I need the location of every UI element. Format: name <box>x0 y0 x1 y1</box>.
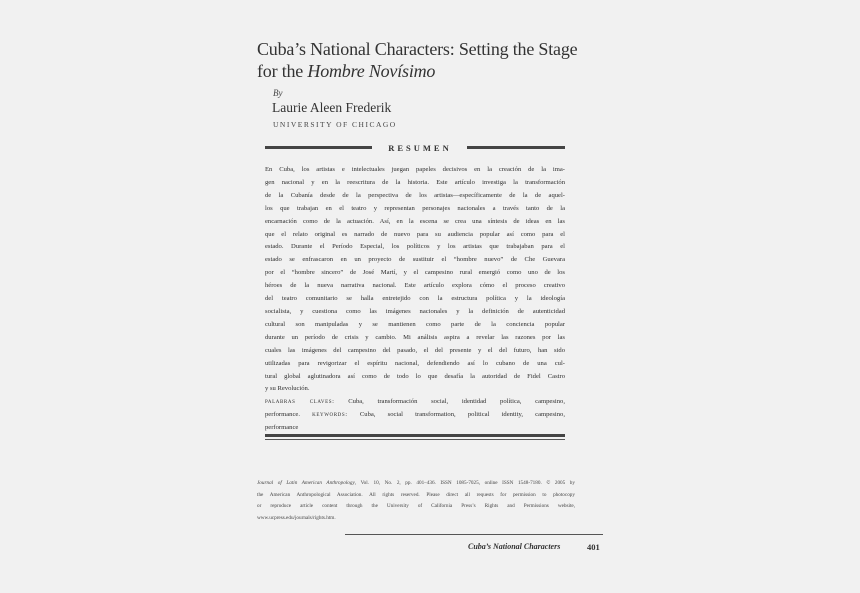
title-line-2-prefix: for the <box>257 61 308 81</box>
abstract-line: de la Cubanía desde de la perspectiva de los artistas—específicamente de la de aquel- <box>265 191 565 199</box>
resumen-rule-left <box>265 146 372 149</box>
footnote-line-1-rest: , Vol. 10, No. 2, pp. 401–436. ISSN 1085-7025, online ISSN 1548-7180. © 2005 by <box>354 480 575 486</box>
keywords-en-values: Cuba, social transformation, political identity, campesino, <box>347 411 565 419</box>
footnote-line-3: or reproduce article content through the University of California Press’s Rights and Permissions website, <box>257 503 575 509</box>
abstract-line: y su Revolución. <box>265 385 310 393</box>
article-title <box>257 38 587 82</box>
abstract-line: cultural son manipuladas y se mantienen como parte de la conciencia popular <box>265 320 565 328</box>
footnote-line-2: the American Anthropological Association. All rights reserved. Please direct all requests for permission to photocopy <box>257 491 575 498</box>
running-head-rule <box>345 534 603 535</box>
byline-by: By <box>273 88 283 98</box>
resumen-rule-right <box>467 146 565 149</box>
abstract-line: En Cuba, los artistas e intelectuales juegan papeles decisivos en la creación de la ima- <box>265 166 565 173</box>
abstract-line: que el relato original es narrado de nuevo para su audiencia popular así como para el <box>265 230 565 238</box>
keywords-line-2-start: performance. <box>265 411 313 419</box>
author-name: Laurie Aleen Frederik <box>272 100 392 115</box>
keywords-line-2 <box>265 409 565 422</box>
abstract-line: encarnación como de la actuación. Así, en la escena se crea una síntesis de ideas en las <box>265 217 565 225</box>
keywords-line-1 <box>265 396 565 409</box>
keywords-line-3: performance <box>265 424 299 432</box>
abstract-line: gen nacional y en la reescritura de la historia. Este artículo investiga la transformación <box>265 178 565 186</box>
keywords-label-es: palabras claves: <box>265 398 335 406</box>
journal-name: Journal of Latin American Anthropology <box>257 480 355 486</box>
abstract-line: estado se enfrascaron en un proyecto de sustituir el “hombre nuevo” de Che Guevara <box>265 256 565 264</box>
abstract-line: estado. Durante el Período Especial, los políticos y los artistas que trabajaban para el <box>265 243 565 251</box>
abstract-rule-bottom-thin <box>265 439 565 440</box>
abstract-rule-bottom-thick <box>265 434 565 437</box>
abstract-line: por el “hombre sincero” de José Martí, y el campesino rural emergió como uno de los <box>265 269 565 277</box>
abstract-line: del teatro comunitario se halla entretejido con la estructura política y la ideología <box>265 295 565 303</box>
author-affiliation: UNIVERSITY OF CHICAGO <box>273 120 397 129</box>
abstract-line: héroes de la nueva narrativa nacional. Este artículo explora cómo el proceso creativo <box>265 282 565 290</box>
running-head: Cuba’s National Characters <box>468 542 561 551</box>
abstract-line: cuales las imágenes del campesino del pasado, el del presente y el del futuro, han sido <box>265 346 565 354</box>
footnote-line-1 <box>257 478 575 490</box>
keywords-label-en: keywords: <box>312 411 348 419</box>
abstract-line: tural global aglutinadora así como de todo lo que desafía la autoridad de Fidel Castro <box>265 372 565 380</box>
page-number: 401 <box>587 542 600 552</box>
footnote-line-4: www.ucpress.edu/journals/rights.htm. <box>257 514 336 521</box>
abstract-line: utilizadas para revigorizar el espíritu nacional, defendiendo así lo cubano de una cul- <box>265 359 565 367</box>
title-line-1: Cuba’s National Characters: Setting the Stage <box>257 39 578 59</box>
section-heading-resumen: RESUMEN <box>388 143 452 153</box>
abstract-body <box>265 164 565 435</box>
abstract-line: socialista, y cuestiona como las imágenes nacionales y la definición de autenticidad <box>265 307 565 315</box>
title-italic-phrase: Hombre Novísimo <box>307 61 436 81</box>
title-line-2 <box>257 60 587 82</box>
publication-footnote <box>257 478 575 524</box>
abstract-line: los que trabajan en el teatro y representan personajes nacionales a través tanto de la <box>265 204 565 212</box>
keywords-es-values: Cuba, transformación social, identidad política, campesino, <box>334 398 565 406</box>
abstract-line: durante un período de crisis y cambio. Mi análisis aspira a revelar las razones por las <box>265 333 565 341</box>
